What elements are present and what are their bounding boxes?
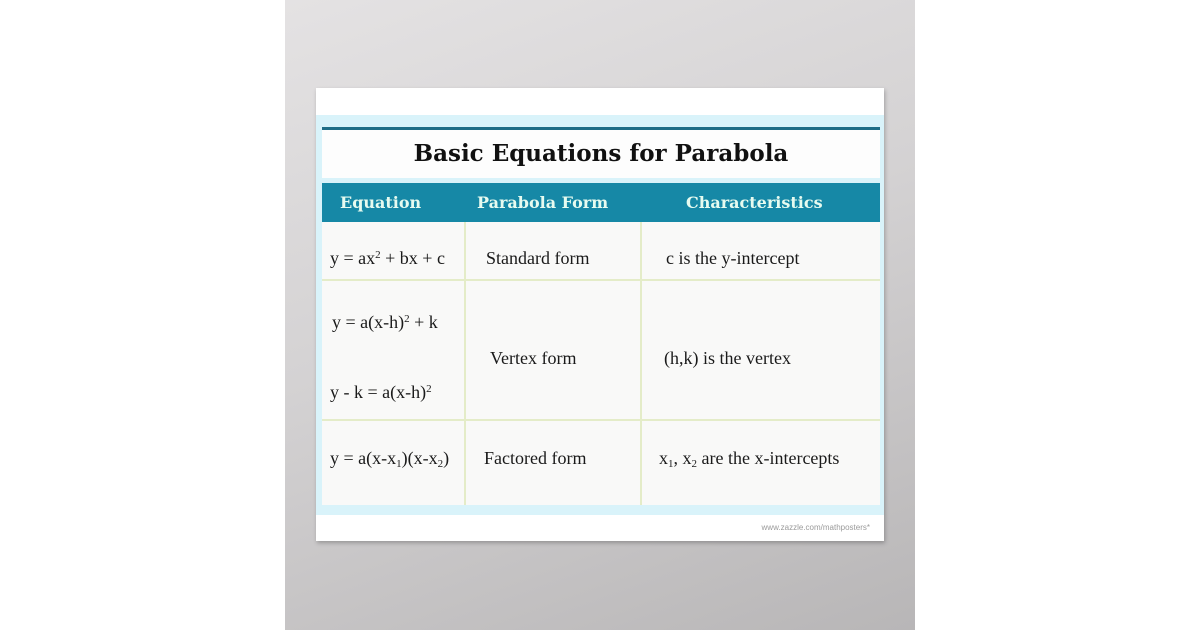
form-cell: Vertex form bbox=[490, 348, 577, 368]
poster-frame bbox=[316, 115, 884, 515]
title-box bbox=[322, 130, 880, 178]
poster-title: Basic Equations for Parabola bbox=[413, 140, 789, 167]
characteristic-cell: (h,k) is the vertex bbox=[664, 348, 791, 368]
row-divider bbox=[322, 419, 880, 421]
table-header bbox=[322, 183, 880, 222]
poster bbox=[316, 88, 884, 541]
row-divider bbox=[322, 279, 880, 281]
equation-vertex-alt: $y - k = a(x-h)^2$ bbox=[330, 382, 432, 402]
equation-standard: $y = ax^2$ + bx + c bbox=[330, 248, 445, 268]
header-parabola-form: Parabola Form bbox=[477, 193, 609, 212]
equation-factored: $y = a(x-x_1)(x-x_2)$ bbox=[330, 448, 450, 470]
equation-vertex: $y = a(x-h)^2 + k$ bbox=[332, 312, 438, 332]
header-equation: Equation bbox=[340, 193, 422, 212]
characteristic-cell: c is the y-intercept bbox=[666, 248, 800, 268]
column-divider bbox=[464, 222, 466, 505]
column-divider bbox=[640, 222, 642, 505]
form-cell: Factored form bbox=[484, 448, 587, 468]
characteristic-intercepts: $x_1$, $x_2$ are the x-intercepts bbox=[659, 448, 840, 470]
form-cell: Standard form bbox=[486, 248, 590, 268]
header-characteristics: Characteristics bbox=[686, 193, 823, 212]
footer-url: www.zazzle.com/mathposters* bbox=[761, 523, 870, 532]
table-body bbox=[322, 222, 880, 505]
